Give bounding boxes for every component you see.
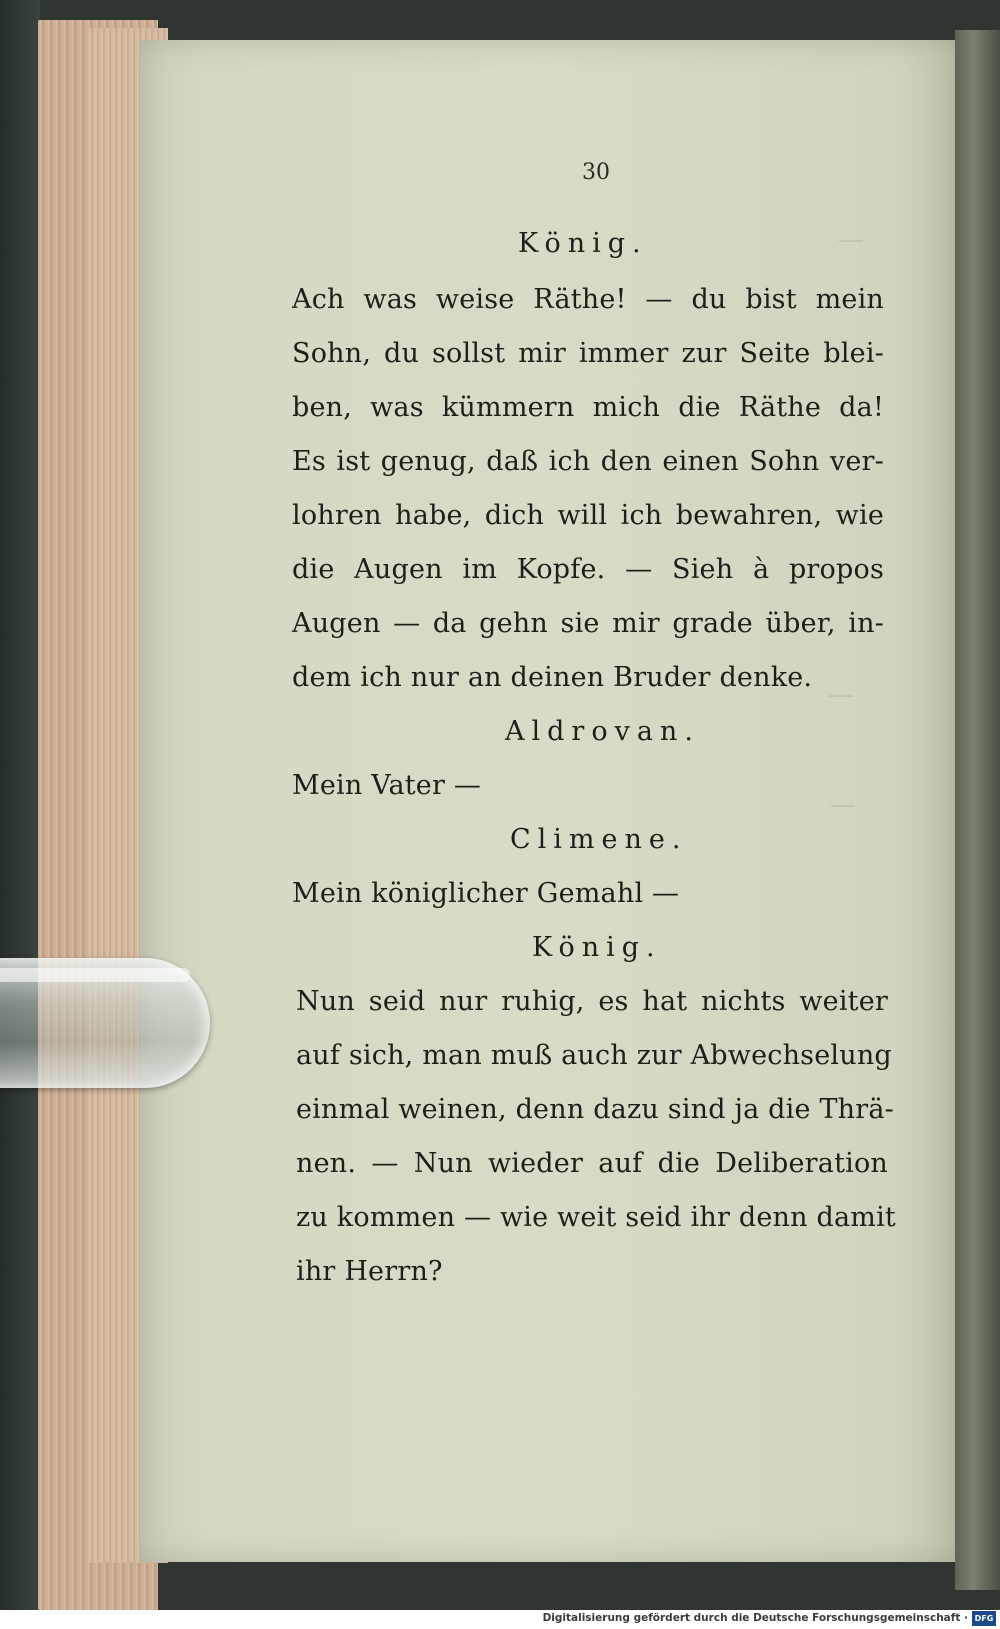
dfg-logo: DFG <box>972 1611 996 1626</box>
text-line: einmal weinen, denn dazu sind ja die Thrä- <box>296 1094 894 1125</box>
glass-highlight <box>0 968 190 982</box>
page-number: 30 <box>582 160 610 185</box>
text-line: Mein Vater — <box>292 770 482 801</box>
text-line: zu kommen — wie weit seid ihr denn damit <box>296 1202 896 1233</box>
text-line: Ach was weise Räthe! — du bist mein <box>292 284 884 315</box>
show-through-mark: — <box>830 790 856 820</box>
book-gutter <box>955 30 1000 1590</box>
speaker-name: König. <box>518 228 648 259</box>
show-through-mark: — <box>828 680 854 710</box>
text-line: Augen — da gehn sie mir grade über, in- <box>292 608 884 639</box>
text-line: ihr Herrn? <box>296 1256 443 1287</box>
digitization-credit: Digitalisierung gefördert durch die Deutsche Forschungsgemeinschaft · <box>542 1612 968 1624</box>
speaker-name: Aldrovan. <box>505 716 700 747</box>
text-line: Es ist genug, daß ich den einen Sohn ver- <box>292 446 884 477</box>
text-line: ben, was kümmern mich die Räthe da! <box>292 392 884 423</box>
text-line: Nun seid nur ruhig, es hat nichts weiter <box>296 986 888 1017</box>
text-line: auf sich, man muß auch zur Abwechselung <box>296 1040 892 1071</box>
text-line: Mein königlicher Gemahl — <box>292 878 680 909</box>
text-line: die Augen im Kopfe. — Sieh à propos <box>292 554 884 585</box>
background-left <box>0 0 40 1629</box>
show-through-mark: — <box>838 225 864 255</box>
text-line: Sohn, du sollst mir immer zur Seite blei- <box>292 338 884 369</box>
text-line: dem ich nur an deinen Bruder denke. <box>292 662 813 693</box>
text-line: lohren habe, dich will ich bewahren, wie <box>292 500 884 531</box>
speaker-name: Climene. <box>510 824 688 855</box>
speaker-name: König. <box>532 932 662 963</box>
text-line: nen. — Nun wieder auf die Deliberation <box>296 1148 888 1179</box>
